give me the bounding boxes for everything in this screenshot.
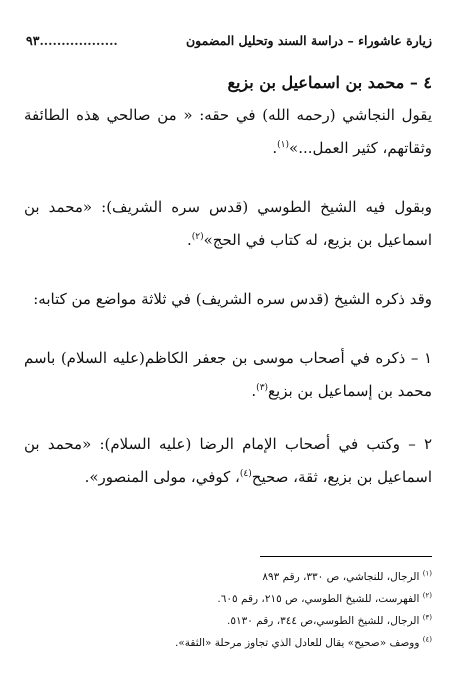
footnote-text: الرجال، للنجاشي، ص ٣٣٠، رقم ٨٩٣ bbox=[262, 571, 420, 583]
paragraph-text: يقول النجاشي (رحمه الله) في حقه: « من صالحي هذه الطائفة وثقاتهم، كثير العمل...» bbox=[24, 106, 432, 157]
footnote-text: الفهرست، للشيخ الطوسي، ص ٢١٥، رقم ٦٠٥. bbox=[217, 593, 420, 605]
leader-dots: .................. bbox=[39, 32, 118, 48]
footnote bbox=[24, 566, 432, 588]
paragraph-text: ٢ – وكتب في أصحاب الإمام الرضا (عليه السلام): «محمد بن اسماعيل بن بزيع، ثقة، صحيح bbox=[24, 435, 432, 486]
paragraph-item-1 bbox=[24, 342, 432, 408]
footnote bbox=[24, 632, 432, 654]
footnote-text: الرجال، للشيخ الطوسي،ص ٣٤٤، رقم ٥١٣٠. bbox=[227, 615, 420, 627]
footnote bbox=[24, 610, 432, 632]
page-number: ٩٣ bbox=[26, 32, 40, 48]
paragraph-end: . bbox=[272, 139, 278, 157]
paragraph-najashi bbox=[24, 99, 432, 165]
footnote-ref: (٢) bbox=[191, 232, 204, 242]
page-header bbox=[26, 28, 432, 52]
footnote-number: (٢) bbox=[422, 591, 432, 600]
paragraph-three-places: وقد ذكره الشيخ (قدس سره الشريف) في ثلاثة مواضع من كتابه: bbox=[33, 290, 432, 308]
running-title: زيارة عاشوراء – دراسة السند وتحليل المضمون bbox=[185, 32, 432, 48]
footnote-ref: (١) bbox=[277, 140, 290, 150]
footnote-number: (٣) bbox=[422, 613, 432, 622]
paragraph-item-2 bbox=[24, 428, 432, 494]
footnote-ref: (٣) bbox=[256, 383, 269, 393]
footnote bbox=[24, 588, 432, 610]
footnotes bbox=[24, 566, 432, 654]
paragraph-text: وبقول فيه الشيخ الطوسي (قدس سره الشريف): «محمد بن اسماعيل بن بزيع، له كتاب في الحج» bbox=[24, 198, 432, 249]
footnote-ref: (٤) bbox=[239, 469, 252, 479]
footnote-number: (٤) bbox=[422, 635, 432, 644]
paragraph-end: . bbox=[186, 231, 192, 249]
paragraph-text-cont: ، كوفي، مولى المنصور». bbox=[84, 468, 240, 486]
section-heading: ٤ – محمد بن اسماعيل بن بزيع bbox=[227, 73, 432, 92]
paragraph-tusi bbox=[24, 191, 432, 257]
paragraph-text: ١ – ذكره في أصحاب موسى بن جعفر الكاظم(عليه السلام) باسم محمد بن إسماعيل بن بزيع bbox=[24, 349, 432, 400]
footnote-divider bbox=[260, 556, 432, 557]
paragraph-end: . bbox=[251, 382, 257, 400]
footnote-number: (١) bbox=[422, 569, 432, 578]
page-number-group bbox=[26, 33, 118, 48]
footnote-text: ووصف «صحيح» يقال للعادل الذي تجاوز مرحلة «الثقة». bbox=[175, 637, 420, 649]
page-body bbox=[24, 66, 432, 494]
